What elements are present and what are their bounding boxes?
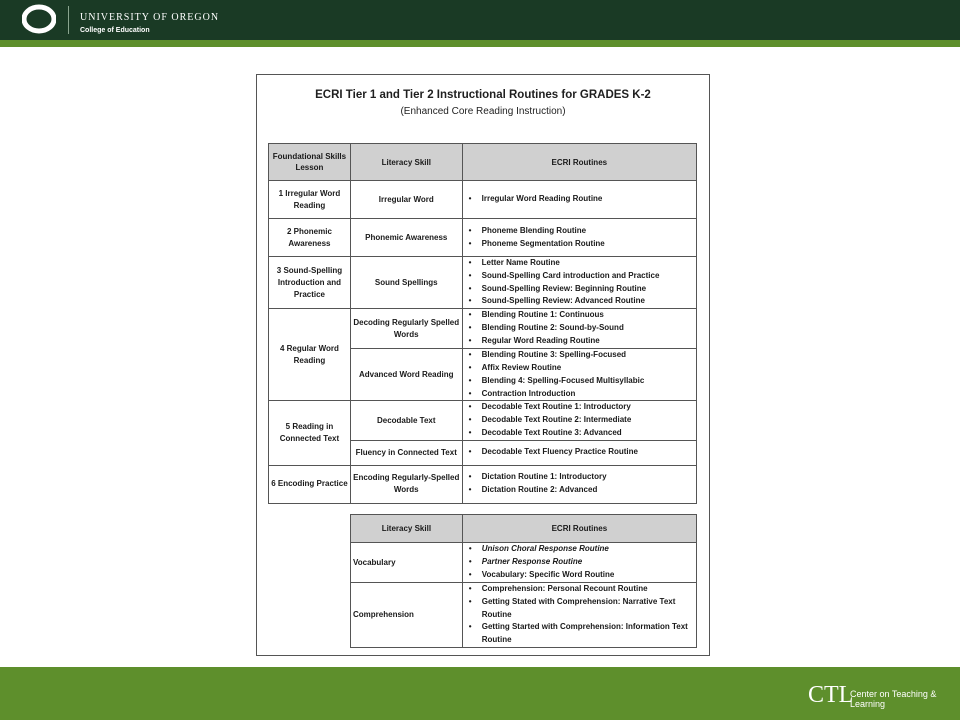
- list-item: • Regular Word Reading Routine: [465, 335, 694, 348]
- list-item: • Partner Response Routine: [465, 556, 694, 569]
- skill-cell: Phonemic Awareness: [350, 219, 462, 257]
- list-item: • Vocabulary: Specific Word Routine: [465, 569, 694, 582]
- oregon-o-logo-icon: [22, 4, 56, 34]
- list-item: • Getting Stated with Comprehension: Narrative Text Routine: [465, 596, 694, 622]
- lesson-cell: 2 Phonemic Awareness: [269, 219, 351, 257]
- table-row: [269, 401, 697, 440]
- list-item: • Decodable Text Routine 2: Intermediate: [465, 414, 694, 427]
- document-title: ECRI Tier 1 and Tier 2 Instructional Routines for GRADES K-2: [315, 89, 651, 101]
- skill-cell: Decoding Regularly Spelled Words: [350, 309, 462, 349]
- table-row: [269, 465, 697, 503]
- routines-cell: [462, 440, 696, 465]
- list-item: • Comprehension: Personal Recount Routine: [465, 583, 694, 596]
- lesson-cell: 1 Irregular Word Reading: [269, 181, 351, 219]
- lesson-cell: 6 Encoding Practice: [269, 465, 351, 503]
- table-row: [269, 309, 697, 349]
- document-page: [256, 74, 710, 656]
- routines-cell: [462, 309, 696, 349]
- ctl-logo: CTL: [808, 682, 854, 708]
- routines-cell: [462, 219, 696, 257]
- routines-cell: [462, 465, 696, 503]
- routines-table-comprehension: [350, 514, 697, 648]
- routines-table-foundational: [268, 143, 697, 504]
- header-literacy-skill: Literacy Skill: [351, 515, 463, 543]
- list-item: • Decodable Text Fluency Practice Routine: [465, 446, 694, 459]
- skill-cell: Decodable Text: [350, 401, 462, 440]
- header-literacy-skill: Literacy Skill: [350, 144, 462, 181]
- routines-cell: [462, 543, 696, 583]
- header-ecri-routines: ECRI Routines: [462, 515, 696, 543]
- list-item: • Blending 4: Spelling-Focused Multisyllabic: [465, 375, 694, 388]
- list-item: • Phoneme Segmentation Routine: [465, 238, 694, 251]
- list-item: • Dictation Routine 2: Advanced: [465, 484, 694, 497]
- routines-cell: [462, 181, 696, 219]
- table-row: [269, 257, 697, 309]
- table-row: [269, 219, 697, 257]
- skill-cell: Irregular Word: [350, 181, 462, 219]
- list-item: • Letter Name Routine: [465, 257, 694, 270]
- list-item: • Sound-Spelling Card introduction and Practice: [465, 270, 694, 283]
- list-item: • Blending Routine 3: Spelling-Focused: [465, 349, 694, 362]
- list-item: • Unison Choral Response Routine: [465, 543, 694, 556]
- list-item: • Sound-Spelling Review: Beginning Routine: [465, 283, 694, 296]
- college-name: College of Education: [80, 27, 150, 34]
- list-item: • Getting Started with Comprehension: Information Text Routine: [465, 621, 694, 647]
- skill-cell: Vocabulary: [351, 543, 463, 583]
- header-bar: [0, 0, 960, 40]
- list-item: • Phoneme Blending Routine: [465, 225, 694, 238]
- table-row: [269, 181, 697, 219]
- lesson-cell: 4 Regular Word Reading: [269, 309, 351, 401]
- list-item: • Irregular Word Reading Routine: [465, 193, 694, 206]
- list-item: • Decodable Text Routine 1: Introductory: [465, 401, 694, 414]
- skill-cell: Sound Spellings: [350, 257, 462, 309]
- skill-cell: Encoding Regularly-Spelled Words: [350, 465, 462, 503]
- header-ecri-routines: ECRI Routines: [462, 144, 696, 181]
- lesson-cell: 3 Sound-Spelling Introduction and Practice: [269, 257, 351, 309]
- list-item: • Blending Routine 2: Sound-by-Sound: [465, 322, 694, 335]
- list-item: • Dictation Routine 1: Introductory: [465, 471, 694, 484]
- list-item: • Decodable Text Routine 3: Advanced: [465, 427, 694, 440]
- university-name: UNIVERSITY OF OREGON: [80, 12, 220, 23]
- table-row: [351, 543, 697, 583]
- table-row: [351, 583, 697, 648]
- list-item: • Affix Review Routine: [465, 362, 694, 375]
- document-subtitle: (Enhanced Core Reading Instruction): [400, 106, 566, 117]
- header-stripe: [0, 40, 960, 47]
- routines-cell: [462, 401, 696, 440]
- ctl-label: Center on Teaching & Learning: [850, 689, 937, 709]
- skill-cell: Advanced Word Reading: [350, 349, 462, 401]
- footer-bar: [0, 667, 960, 720]
- logo-divider: [68, 6, 69, 34]
- skill-cell: Comprehension: [351, 583, 463, 648]
- routines-cell: [462, 349, 696, 401]
- list-item: • Contraction Introduction: [465, 388, 694, 401]
- lesson-cell: 5 Reading in Connected Text: [269, 401, 351, 465]
- header-foundational-skills: Foundational Skills Lesson: [269, 144, 351, 181]
- routines-cell: [462, 257, 696, 309]
- skill-cell: Fluency in Connected Text: [350, 440, 462, 465]
- list-item: • Sound-Spelling Review: Advanced Routine: [465, 295, 694, 308]
- list-item: • Blending Routine 1: Continuous: [465, 309, 694, 322]
- routines-cell: [462, 583, 696, 648]
